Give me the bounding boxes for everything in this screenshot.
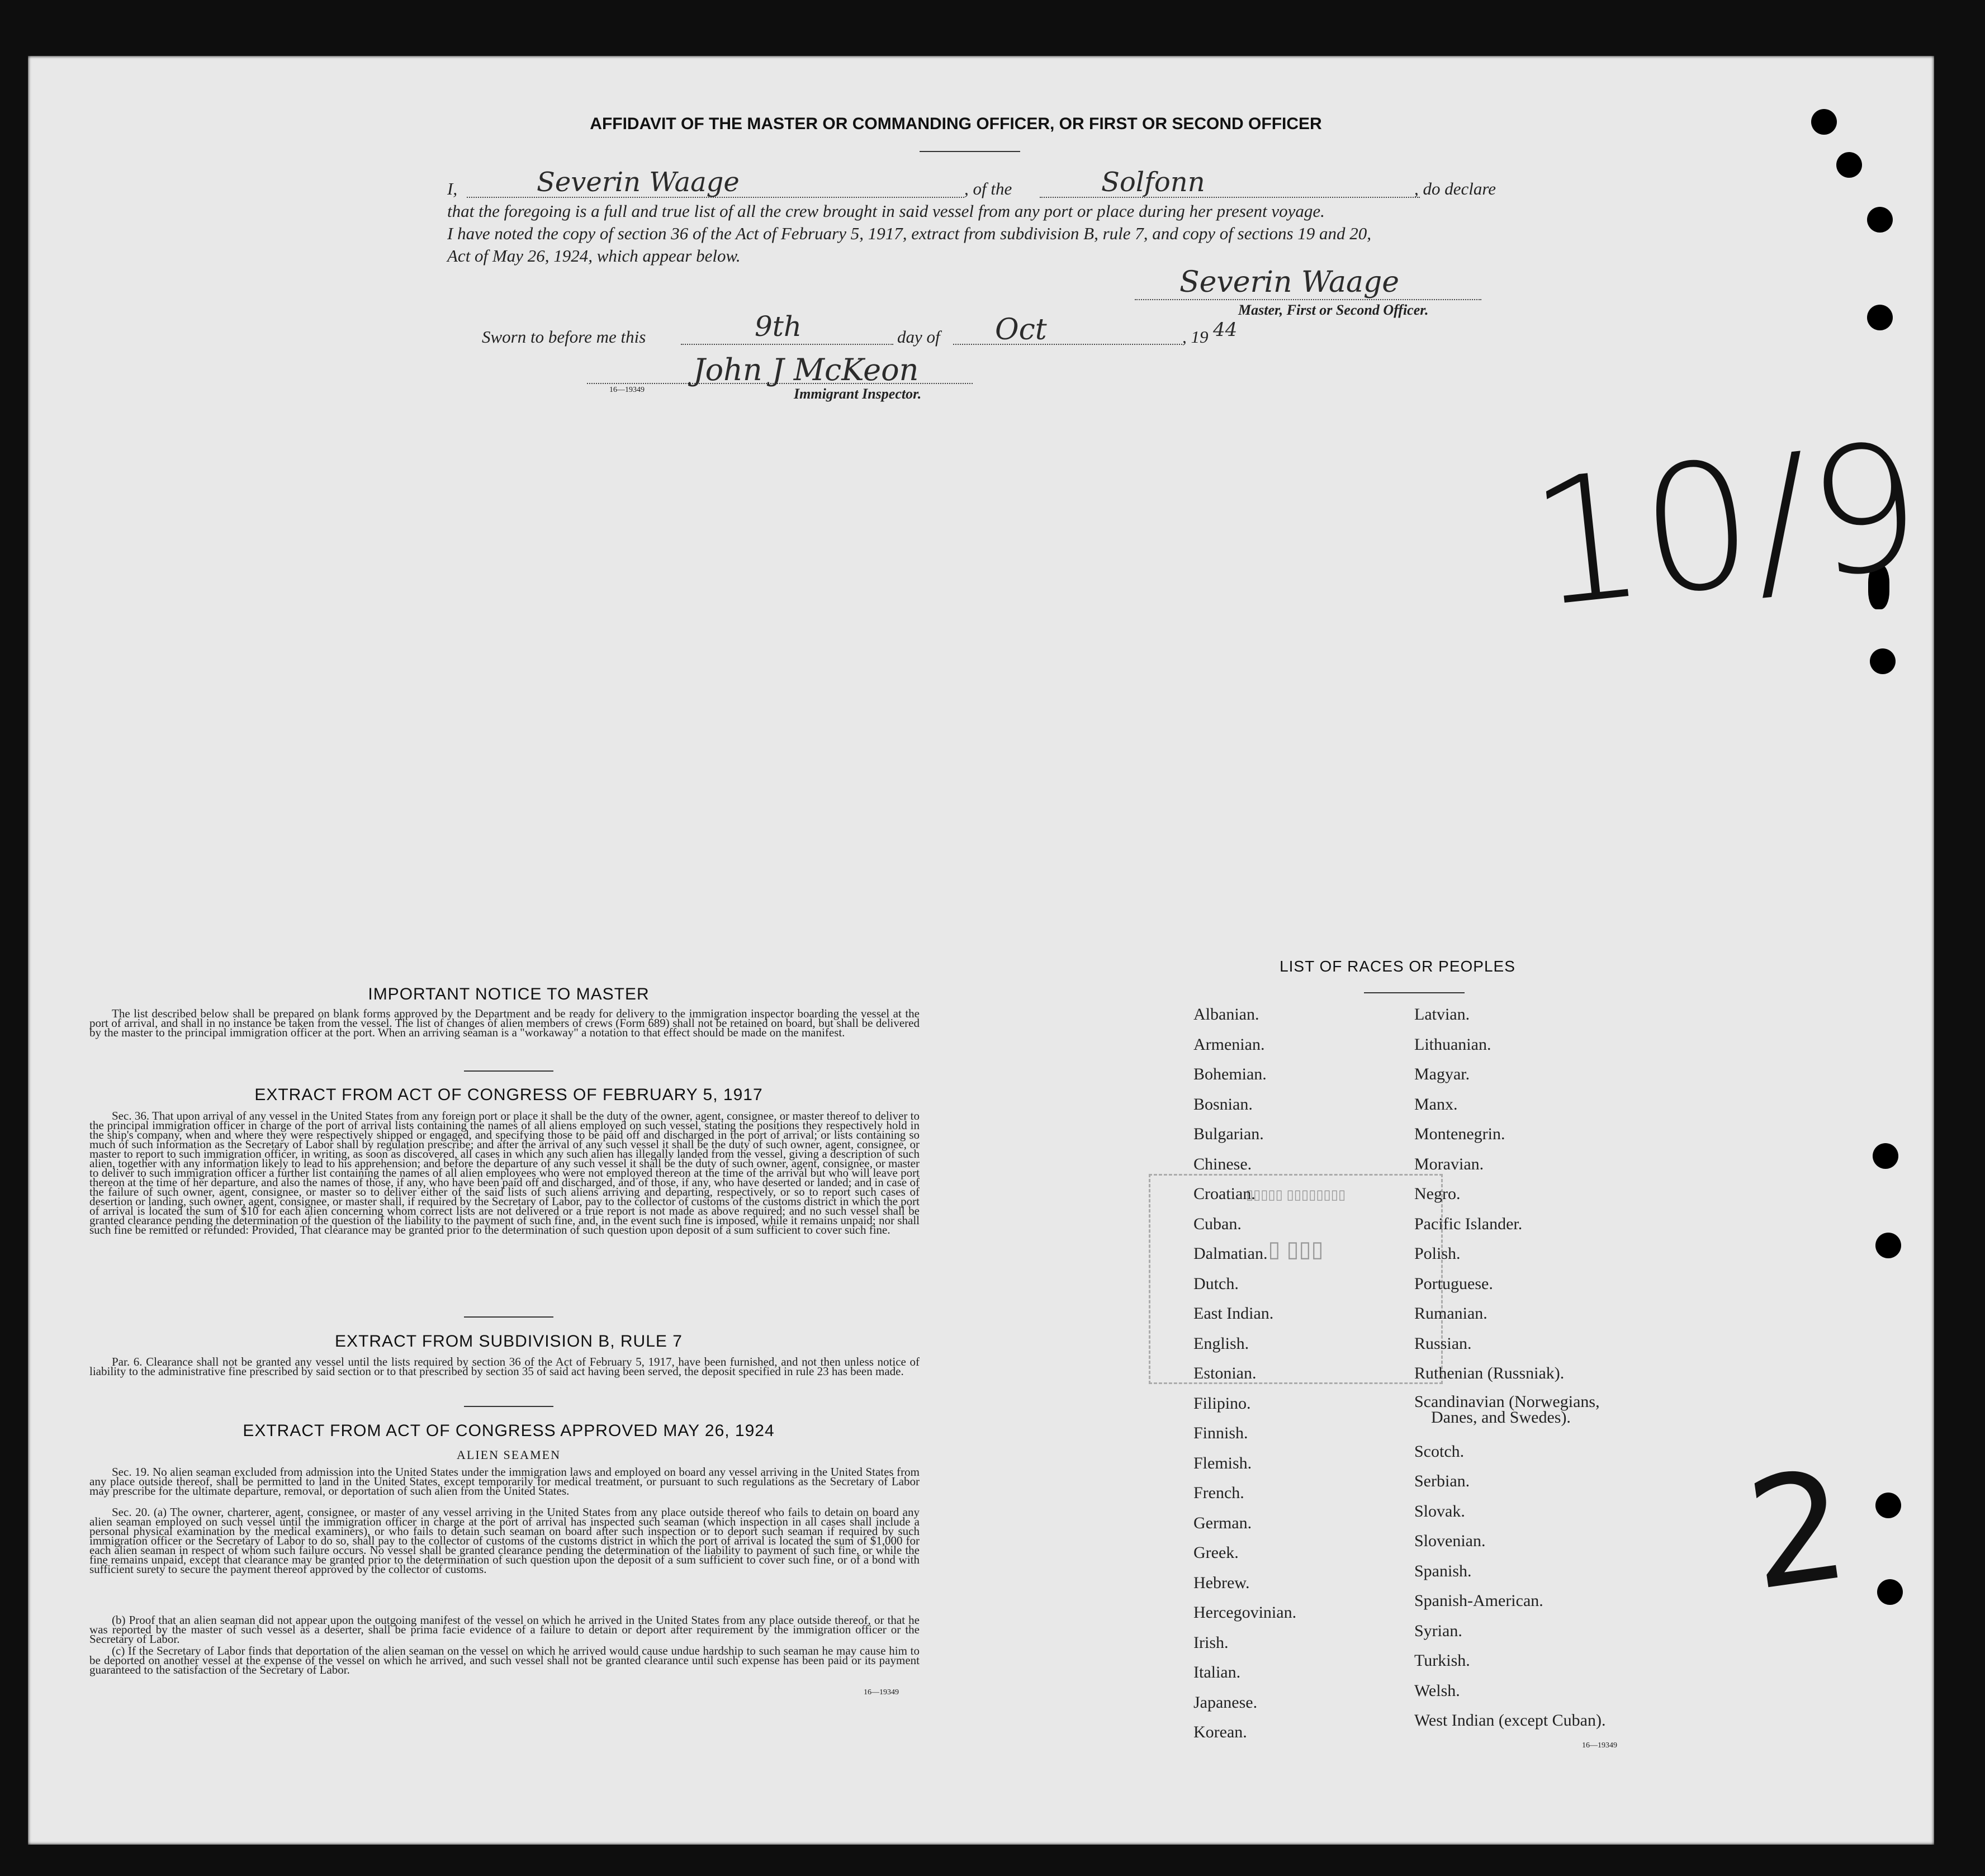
race-item: English. bbox=[1193, 1334, 1249, 1353]
day-handwritten: 9th bbox=[755, 310, 802, 343]
extract-1924-sec20c: (c) If the Secretary of Labor finds that deportation of the alien seaman on the vessel on which he arrived would cause undue hardship to such seaman he may cause him to be deported on another vessel at the expense of the vessel on which he arrived, and such vessel shall not be granted clearance until such expense has been paid or its payment guaranteed to the satisfaction of the Secretary of Labor. bbox=[89, 1644, 920, 1676]
day-of-label: day of bbox=[897, 327, 940, 347]
race-item: Magyar. bbox=[1414, 1065, 1470, 1083]
page-number-annotation: 2 bbox=[1737, 1436, 1858, 1624]
race-item: Chinese. bbox=[1193, 1154, 1252, 1173]
extract-1917-body: Sec. 36. That upon arrival of any vessel in the United States from any foreign port or place it shall be the duty of the owner, agent, consignee, or master thereof to deliver to the principal immigration officer in charge of the port of arrival lists containing the names of all aliens employed on such vessel, stating the positions they respectively hold in the ship's company, when and where they were respectively shipped or engaged, and specifying those to be paid off and discharged in the port of arrival; or lists containing so much of such information as the Secretary of Labor shall by regulation prescribe; and after the arrival of any such vessel it shall be the duty of such owner, agent, consignee, or master to report to such immigration officer, in writing, as soon as discovered, all cases in which any such alien has illegally landed from the vessel, giving a description of such alien, together with any information likely to lead to his apprehension; and before the departure of any such vessel it shall be the duty of such owner, agent, consignee, or master to deliver to such immigration officer a further list containing the names of all alien employees who were not employed thereon at the time of the arrival but who will leave port thereon at the time of her departure, and also the names of those, if any, who have been paid off and discharged, and of those, if any, who have deserted or landed; and in case of the failure of such owner, agent, consignee, or master so to deliver either of the said lists of such aliens arriving and departing, respectively, or so to report such cases of desertion or landing, such owner, agent, consignee, or master shall, if required by the Secretary of Labor, pay to the collector of customs of the customs district in which the port of arrival is located the sum of $10 for each alien concerning whom correct lists are not delivered or a true report is not made as above required; and no such vessel shall be granted clearance pending the determination of the question of the liability to the payment of such fine, and, in the event such fine is imposed, while it remains unpaid; nor shall such fine be remitted or refunded: Provided, That clearance may be granted prior to the determination of such question upon deposit of a sum sufficient to cover such fine. bbox=[89, 1109, 920, 1237]
document-sheet bbox=[28, 56, 1934, 1845]
race-item: Latvian. bbox=[1414, 1005, 1470, 1024]
punch-hole bbox=[1811, 109, 1837, 135]
race-item: Estonian. bbox=[1193, 1364, 1257, 1382]
rule7-title: EXTRACT FROM SUBDIVISION B, RULE 7 bbox=[335, 1332, 683, 1351]
race-item: Slovenian. bbox=[1414, 1532, 1486, 1550]
of-the-label: , of the bbox=[964, 179, 1012, 198]
extract-1924-subtitle: ALIEN SEAMEN bbox=[457, 1448, 561, 1462]
race-item: Hercegovinian. bbox=[1193, 1603, 1297, 1622]
punch-hole bbox=[1877, 1579, 1903, 1605]
punch-hole bbox=[1875, 1493, 1901, 1518]
vessel-name-handwritten: Solfonn bbox=[1101, 167, 1205, 198]
race-item: Moravian. bbox=[1414, 1154, 1484, 1173]
race-item: Montenegrin. bbox=[1414, 1125, 1505, 1143]
notice-title: IMPORTANT NOTICE TO MASTER bbox=[368, 985, 650, 1003]
race-item: Portuguese. bbox=[1414, 1274, 1493, 1293]
race-item: Irish. bbox=[1193, 1633, 1229, 1652]
race-item: Flemish. bbox=[1193, 1453, 1252, 1472]
day-line bbox=[681, 344, 893, 345]
punch-hole bbox=[1875, 1233, 1901, 1258]
race-item: Bosnian. bbox=[1193, 1095, 1253, 1114]
race-item: Greek. bbox=[1193, 1543, 1239, 1562]
race-item: Dalmatian. bbox=[1193, 1244, 1268, 1263]
race-item: Negro. bbox=[1414, 1185, 1461, 1203]
race-item: French. bbox=[1193, 1484, 1244, 1502]
race-item: German. bbox=[1193, 1513, 1252, 1532]
race-item: Bohemian. bbox=[1193, 1065, 1267, 1083]
month-line bbox=[953, 344, 1182, 345]
form-number: 16—19349 bbox=[864, 1688, 899, 1697]
race-item: Syrian. bbox=[1414, 1621, 1462, 1640]
race-item: Serbian. bbox=[1414, 1472, 1470, 1490]
extract-1924-sec20a: Sec. 20. (a) The owner, charterer, agent, consignee, or master of any vessel arriving in the United States from any place outside thereof who fails to detain on board any alien seaman employed on such vessel until the immigration officer in charge at the port of arrival has inspected such seaman (which inspection in all cases shall include a personal physical examination by the medical examiners), or who fails to detain such seaman on board after such inspection or to deport such seaman if required by such immigration officer or the Secretary of Labor to do so, shall pay to the collector of customs of the customs district in which the port of arrival is located the sum of $1,000 for each alien seaman in respect of whom such failure occurs. No vessel shall be granted clearance pending the determination of the liability to payment of such fine, or while the fine remains unpaid, except that clearance may be granted prior to the determination of such question upon the deposit of a sum sufficient to cover such fine, or of a bond with sufficient surety to secure the payment thereof approved by the collector of customs. bbox=[89, 1505, 920, 1576]
inspector-signature: John J McKeon bbox=[693, 352, 919, 387]
extract-1924-title: EXTRACT FROM ACT OF CONGRESS APPROVED MAY 26, 1924 bbox=[243, 1422, 775, 1440]
race-item: Italian. bbox=[1193, 1663, 1241, 1681]
race-item: Dutch. bbox=[1193, 1274, 1239, 1293]
affidavit-line-3: I have noted the copy of section 36 of the Act of February 5, 1917, extract from subdivision B, rule 7, and copy of sections 19 and 20, bbox=[447, 224, 1372, 243]
master-signature: Severin Waage bbox=[1179, 266, 1400, 299]
race-item: Filipino. bbox=[1193, 1394, 1251, 1413]
faded-stamp: ▯▯▯▯▯ ▯▯▯▯▯▯▯▯ ▯ ▯▯▯ bbox=[1149, 1174, 1443, 1384]
punch-hole bbox=[1870, 648, 1896, 674]
year-handwritten: 44 bbox=[1213, 319, 1238, 341]
race-item: Pacific Islander. bbox=[1414, 1214, 1523, 1233]
race-item: Cuban. bbox=[1193, 1214, 1242, 1233]
race-item: Hebrew. bbox=[1193, 1573, 1250, 1592]
race-item: Slovak. bbox=[1414, 1501, 1465, 1520]
punch-hole bbox=[1836, 152, 1862, 178]
race-item: Ruthenian (Russniak). bbox=[1414, 1364, 1565, 1382]
race-item: Lithuanian. bbox=[1414, 1035, 1491, 1054]
race-item: Spanish. bbox=[1414, 1561, 1472, 1580]
race-item: East Indian. bbox=[1193, 1304, 1274, 1323]
races-title: LIST OF RACES OR PEOPLES bbox=[1280, 958, 1515, 975]
race-item: Japanese. bbox=[1193, 1693, 1258, 1712]
year-prefix-label: , 19 bbox=[1182, 327, 1209, 347]
inspector-label: Immigrant Inspector. bbox=[794, 386, 922, 402]
race-item: Welsh. bbox=[1414, 1681, 1460, 1700]
race-item: Armenian. bbox=[1193, 1035, 1265, 1054]
race-item: Polish. bbox=[1414, 1244, 1461, 1263]
extract-1924-sec20b: (b) Proof that an alien seaman did not appear upon the outgoing manifest of the vessel on which he arrived in the United States from any place outside thereof, or that he was reported by the master of such vessel as a deserter, shall be prima facie evidence of a failure to detain or deport after requirement by the immigration officer or the Secretary of Labor. bbox=[89, 1613, 920, 1646]
punch-hole bbox=[1867, 305, 1893, 330]
race-item: Russian. bbox=[1414, 1334, 1472, 1353]
month-handwritten: Oct bbox=[995, 313, 1047, 347]
divider bbox=[920, 151, 1020, 152]
affidavit-i-label: I, bbox=[447, 179, 458, 198]
date-annotation: 10/9 bbox=[1522, 405, 1931, 647]
races-left-column bbox=[1193, 999, 1296, 1747]
race-item: Finnish. bbox=[1193, 1424, 1248, 1442]
extract-1917-title: EXTRACT FROM ACT OF CONGRESS OF FEBRUARY 5, 1917 bbox=[254, 1086, 763, 1104]
race-item: Spanish-American. bbox=[1414, 1591, 1543, 1610]
affidavit-title: AFFIDAVIT OF THE MASTER OR COMMANDING OFFICER, OR FIRST OR SECOND OFFICER bbox=[590, 115, 1322, 133]
rule7-body: Par. 6. Clearance shall not be granted any vessel until the lists required by section 36 of the Act of February 5, 1917, have been furnished, and not then unless notice of liability to the administrative fine prescribed by said section or to that prescribed by section 35 of said act having been served, the deposit specified in rule 23 has been made. bbox=[89, 1355, 920, 1378]
notice-body: The list described below shall be prepared on blank forms approved by the Department and be ready for delivery to the immigration inspector boarding the vessel at the port of arrival, and shall in no instance be taken from the vessel. The list of changes of alien members of crews (Form 689) shall not be retained on board, but shall be delivered by the master to the principal immigration officer at the port. When an arriving seaman is a "workaway" a notation to that effect should be made on the manifest. bbox=[89, 1007, 920, 1039]
master-name-handwritten: Severin Waage bbox=[537, 167, 740, 198]
divider bbox=[464, 1406, 553, 1407]
race-item: Croatian. bbox=[1193, 1185, 1256, 1203]
race-item: West Indian (except Cuban). bbox=[1414, 1711, 1606, 1730]
race-item: Albanian. bbox=[1193, 1005, 1259, 1024]
punch-hole bbox=[1873, 1143, 1898, 1169]
race-item: Rumanian. bbox=[1414, 1304, 1487, 1323]
form-number: 16—19349 bbox=[609, 386, 645, 394]
vessel-line bbox=[1040, 197, 1420, 198]
signature-line bbox=[1135, 299, 1481, 300]
race-item: Scotch. bbox=[1414, 1442, 1465, 1461]
divider bbox=[464, 1070, 553, 1072]
race-item: Scandinavian (Norwegians, bbox=[1414, 1392, 1600, 1411]
race-item: Korean. bbox=[1193, 1723, 1247, 1741]
race-item: Bulgarian. bbox=[1193, 1125, 1264, 1143]
race-item: Turkish. bbox=[1414, 1651, 1470, 1670]
form-number: 16—19349 bbox=[1582, 1741, 1617, 1750]
do-declare-label: , do declare bbox=[1414, 179, 1496, 198]
divider bbox=[464, 1316, 553, 1318]
divider bbox=[1364, 992, 1465, 993]
races-right-column bbox=[1414, 999, 1605, 1736]
race-item: Danes, and Swedes). bbox=[1431, 1408, 1571, 1427]
affidavit-line-2: that the foregoing is a full and true list of all the crew brought in said vessel from any port or place during her present voyage. bbox=[447, 201, 1325, 221]
master-label: Master, First or Second Officer. bbox=[1238, 302, 1429, 318]
sworn-label: Sworn to before me this bbox=[482, 327, 646, 347]
extract-1924-sec19: Sec. 19. No alien seaman excluded from admission into the United States under the immigration laws and employed on board any vessel arriving in the United States from any place outside thereof, shall be permitted to land in the United States, except temporarily for medical treatment, or pursuant to such regulations as the Secretary of Labor may prescribe for the ultimate departure, removal, or deportation of such alien from the United States. bbox=[89, 1465, 920, 1498]
race-item: Manx. bbox=[1414, 1095, 1458, 1114]
affidavit-line-4: Act of May 26, 1924, which appear below. bbox=[447, 246, 741, 266]
punch-hole bbox=[1867, 207, 1893, 233]
